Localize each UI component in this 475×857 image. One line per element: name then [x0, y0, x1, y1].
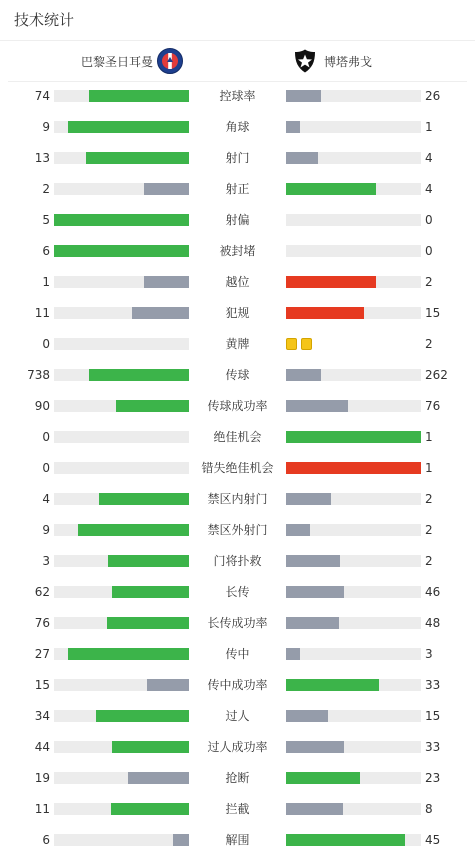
stat-label: 黄牌: [225, 337, 250, 351]
home-stat-bar-fill: [128, 772, 189, 784]
stat-row: [0, 174, 475, 205]
away-stat-value: 2: [425, 492, 433, 506]
home-stat-bar-fill: [116, 400, 189, 412]
home-stat-bar-fill: [68, 121, 190, 133]
away-stat-bar: [286, 121, 421, 133]
away-stat-value: 33: [425, 678, 441, 692]
home-stat-bar: [54, 648, 189, 660]
home-stat-bar: [54, 772, 189, 784]
stat-label: 过人成功率: [207, 740, 268, 754]
home-stat-value: 74: [34, 89, 50, 103]
stat-row: [0, 732, 475, 763]
away-stat-bar: [286, 803, 421, 815]
stat-label: 过人: [225, 709, 250, 723]
home-stat-bar: [54, 834, 189, 846]
home-stat-bar-fill: [112, 586, 189, 598]
away-stat-value: 0: [425, 244, 433, 258]
away-stat-value: 4: [425, 182, 433, 196]
stat-label: 传中成功率: [207, 678, 268, 692]
stat-row: [0, 825, 475, 856]
away-stat-bar: [286, 679, 421, 691]
home-stat-bar-fill: [89, 90, 189, 102]
away-stat-value: 48: [425, 616, 441, 630]
away-stat-value: 23: [425, 771, 441, 785]
home-stat-value: 6: [42, 833, 50, 847]
stat-row: [0, 329, 475, 360]
teams-header: [8, 41, 467, 82]
home-stat-bar: [54, 400, 189, 412]
away-stat-bar: [286, 369, 421, 381]
stat-row: [0, 267, 475, 298]
home-stat-value: 4: [42, 492, 50, 506]
stat-row: [0, 236, 475, 267]
away-stat-bar-fill: [286, 121, 300, 133]
home-stat-value: 27: [34, 647, 50, 661]
away-stat-bar-fill: [286, 834, 405, 846]
stat-label: 角球: [225, 120, 250, 134]
away-stat-bar-fill: [286, 90, 321, 102]
home-stat-bar: [54, 803, 189, 815]
stat-row: [0, 608, 475, 639]
home-stat-value: 5: [42, 213, 50, 227]
stat-row: [0, 484, 475, 515]
away-stat-bar-fill: [286, 431, 421, 443]
home-stat-value: 2: [42, 182, 50, 196]
home-stat-value: 0: [42, 430, 50, 444]
away-stat-bar-fill: [286, 679, 379, 691]
home-stat-bar-fill: [132, 307, 189, 319]
home-stat-value: 11: [34, 306, 50, 320]
home-stat-bar: [54, 369, 189, 381]
away-stat-bar-fill: [286, 462, 421, 474]
away-stat-value: 262: [425, 368, 448, 382]
home-stat-value: 90: [34, 399, 50, 413]
botafogo-star-crest-icon: [292, 48, 318, 74]
stat-label: 长传成功率: [207, 616, 268, 630]
away-stat-bar: [286, 648, 421, 660]
away-stat-bar-fill: [286, 741, 344, 753]
home-stat-bar-fill: [173, 834, 189, 846]
stat-label: 抢断: [225, 771, 250, 785]
home-stat-bar-fill: [147, 679, 189, 691]
home-stat-bar: [54, 741, 189, 753]
away-stat-bar: [286, 307, 421, 319]
away-stat-bar-fill: [286, 617, 339, 629]
home-stat-bar-fill: [96, 710, 189, 722]
home-stat-bar: [54, 586, 189, 598]
home-stat-value: 0: [42, 461, 50, 475]
stat-row: [0, 794, 475, 825]
stat-label: 长传: [225, 585, 250, 599]
home-stat-bar-fill: [78, 524, 189, 536]
stat-row: [0, 205, 475, 236]
away-stat-value: 2: [425, 554, 433, 568]
away-stat-bar: [286, 493, 421, 505]
away-stat-bar-fill: [286, 152, 318, 164]
home-stat-value: 11: [34, 802, 50, 816]
away-stat-value: 1: [425, 120, 433, 134]
away-stat-value: 1: [425, 461, 433, 475]
home-stat-bar: [54, 183, 189, 195]
stat-row: [0, 112, 475, 143]
stat-row: [0, 453, 475, 484]
psg-crest-icon: [157, 48, 183, 74]
page-title: 技术统计: [0, 0, 475, 41]
stat-label: 射门: [225, 151, 250, 165]
home-stat-bar: [54, 90, 189, 102]
stat-row: [0, 81, 475, 112]
home-stat-bar: [54, 617, 189, 629]
away-stat-bar-fill: [286, 803, 343, 815]
home-stat-bar: [54, 152, 189, 164]
home-stat-value: 15: [34, 678, 50, 692]
away-stat-value: 2: [425, 337, 433, 351]
home-stat-value: 6: [42, 244, 50, 258]
home-stat-bar: [54, 214, 189, 226]
home-stat-bar: [54, 462, 189, 474]
stat-label: 解围: [225, 833, 250, 847]
away-stat-bar: [286, 586, 421, 598]
home-stat-bar: [54, 121, 189, 133]
away-stat-bar-fill: [286, 369, 321, 381]
home-stat-value: 3: [42, 554, 50, 568]
stat-row: [0, 143, 475, 174]
stat-label: 控球率: [219, 89, 256, 103]
stat-row: [0, 298, 475, 329]
home-stat-bar-fill: [54, 245, 189, 257]
away-stat-bar: [286, 834, 421, 846]
home-stat-bar: [54, 555, 189, 567]
away-stat-value: 76: [425, 399, 441, 413]
home-stat-value: 0: [42, 337, 50, 351]
away-stat-bar: [286, 772, 421, 784]
away-yellow-cards: [286, 338, 312, 350]
home-stat-bar-fill: [99, 493, 189, 505]
stat-label: 拦截: [225, 802, 250, 816]
away-team-name: 博塔弗戈: [324, 54, 373, 69]
stats-list: [0, 81, 475, 856]
away-stat-value: 33: [425, 740, 441, 754]
home-stat-value: 62: [34, 585, 50, 599]
away-stat-bar: [286, 214, 421, 226]
home-stat-bar-fill: [86, 152, 189, 164]
home-stat-bar-fill: [111, 803, 189, 815]
home-stat-value: 44: [34, 740, 50, 754]
away-stat-value: 15: [425, 709, 441, 723]
away-stat-bar-fill: [286, 586, 344, 598]
home-stat-bar: [54, 679, 189, 691]
stat-label: 被封堵: [219, 244, 256, 258]
home-stat-value: 738: [27, 368, 50, 382]
away-stat-value: 2: [425, 523, 433, 537]
stat-label: 射正: [225, 182, 250, 196]
away-stat-value: 1: [425, 430, 433, 444]
away-stat-bar-fill: [286, 276, 376, 288]
away-stat-bar-fill: [286, 493, 331, 505]
away-stat-bar: [286, 276, 421, 288]
stat-label: 错失绝佳机会: [201, 461, 274, 475]
home-stat-bar-fill: [144, 276, 189, 288]
stat-label: 门将扑救: [213, 554, 262, 568]
away-stat-bar: [286, 617, 421, 629]
away-stat-bar: [286, 400, 421, 412]
stat-row: [0, 577, 475, 608]
yellow-card-icon: [301, 338, 312, 350]
home-stat-bar: [54, 431, 189, 443]
stat-label: 犯规: [225, 306, 250, 320]
away-stat-bar-fill: [286, 555, 340, 567]
stat-label: 射偏: [225, 213, 250, 227]
home-stat-bar: [54, 710, 189, 722]
home-stat-bar-fill: [107, 617, 189, 629]
home-stat-bar: [54, 245, 189, 257]
away-stat-bar: [286, 555, 421, 567]
home-stat-bar-fill: [68, 648, 190, 660]
away-stat-bar: [286, 462, 421, 474]
home-stat-value: 76: [34, 616, 50, 630]
away-stat-bar-fill: [286, 710, 328, 722]
stat-label: 越位: [225, 275, 250, 289]
away-stat-value: 3: [425, 647, 433, 661]
away-team[interactable]: [292, 41, 372, 81]
home-stat-bar-fill: [54, 214, 189, 226]
away-stat-value: 8: [425, 802, 433, 816]
stat-row: [0, 639, 475, 670]
home-stat-bar: [54, 307, 189, 319]
home-stat-value: 9: [42, 120, 50, 134]
stat-label: 传球成功率: [207, 399, 268, 413]
away-stat-value: 4: [425, 151, 433, 165]
home-stat-bar-fill: [108, 555, 189, 567]
home-stat-bar-fill: [144, 183, 189, 195]
home-stat-bar: [54, 338, 189, 350]
away-stat-bar-fill: [286, 648, 300, 660]
away-stat-bar-fill: [286, 524, 310, 536]
stat-row: [0, 670, 475, 701]
away-stat-bar: [286, 524, 421, 536]
home-stat-value: 1: [42, 275, 50, 289]
away-stat-value: 0: [425, 213, 433, 227]
stat-row: [0, 701, 475, 732]
home-stat-bar-fill: [89, 369, 189, 381]
away-stat-bar: [286, 183, 421, 195]
stat-row: [0, 360, 475, 391]
home-stat-value: 34: [34, 709, 50, 723]
away-stat-bar: [286, 90, 421, 102]
home-stat-bar: [54, 524, 189, 536]
home-stat-value: 9: [42, 523, 50, 537]
away-stat-value: 15: [425, 306, 441, 320]
stat-label: 传中: [225, 647, 250, 661]
away-stat-bar: [286, 431, 421, 443]
away-stat-bar-fill: [286, 307, 364, 319]
stat-label: 绝佳机会: [213, 430, 262, 444]
home-stat-bar: [54, 276, 189, 288]
away-stat-bar: [286, 245, 421, 257]
away-stat-value: 26: [425, 89, 441, 103]
away-stat-value: 45: [425, 833, 441, 847]
stat-row: [0, 763, 475, 794]
stat-label: 传球: [225, 368, 250, 382]
away-stat-bar-fill: [286, 183, 376, 195]
stat-label: 禁区内射门: [207, 492, 268, 506]
away-stat-value: 2: [425, 275, 433, 289]
away-stat-bar: [286, 741, 421, 753]
stat-row: [0, 422, 475, 453]
away-stat-bar: [286, 710, 421, 722]
away-stat-bar: [286, 152, 421, 164]
stat-row: [0, 546, 475, 577]
yellow-card-icon: [286, 338, 297, 350]
away-stat-bar-fill: [286, 772, 360, 784]
home-stat-value: 13: [34, 151, 50, 165]
away-stat-bar-fill: [286, 400, 348, 412]
home-team[interactable]: [81, 41, 183, 81]
home-team-name: 巴黎圣日耳曼: [80, 54, 153, 69]
stat-row: [0, 391, 475, 422]
stat-row: [0, 515, 475, 546]
home-stat-bar-fill: [112, 741, 189, 753]
home-stat-value: 19: [34, 771, 50, 785]
home-stat-bar: [54, 493, 189, 505]
stat-label: 禁区外射门: [207, 523, 268, 537]
away-stat-value: 46: [425, 585, 441, 599]
